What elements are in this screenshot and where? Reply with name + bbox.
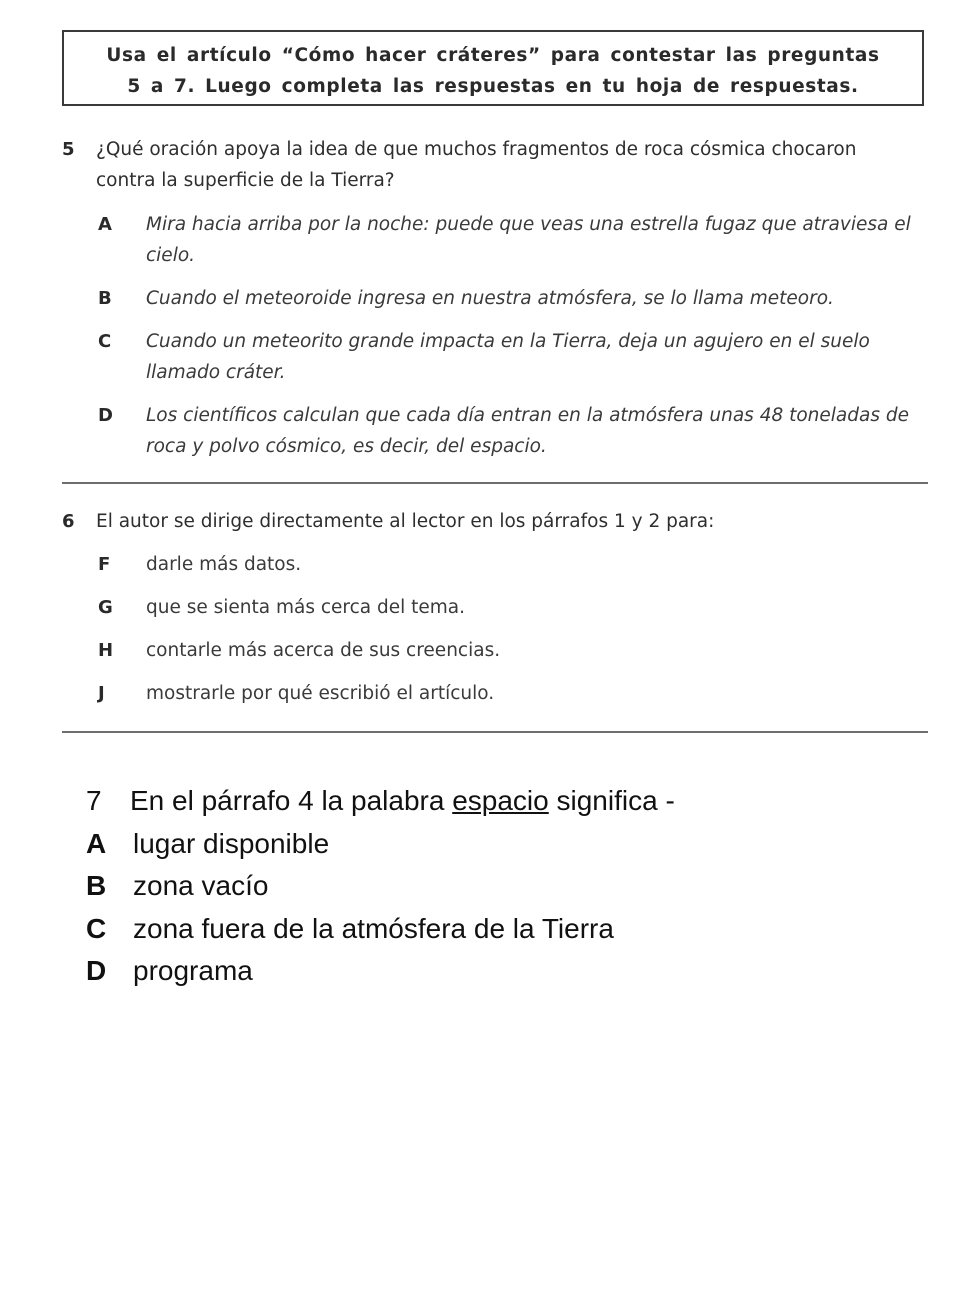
option-letter: J — [98, 683, 105, 704]
option-letter: A — [98, 214, 112, 235]
option-letter: D — [86, 955, 107, 986]
question-5-option-c[interactable] — [98, 326, 932, 388]
divider — [62, 731, 928, 733]
divider — [62, 482, 928, 484]
question-5-option-b[interactable] — [98, 283, 932, 314]
question-5-option-a[interactable] — [98, 209, 932, 271]
question-6-option-f[interactable] — [98, 549, 932, 580]
question-7-option-c[interactable] — [86, 911, 675, 954]
option-text: Mira hacia arriba por la noche: puede que veas una estrella fugaz que atraviesa el cielo. — [146, 214, 911, 266]
instructions-line-2: 5 a 7. Luego completa las respuestas en tu hoja de respuestas. — [127, 76, 859, 97]
option-text: programa — [133, 955, 253, 986]
option-letter: C — [98, 331, 112, 352]
question-6-number: 6 — [62, 511, 75, 532]
question-7 — [86, 783, 675, 996]
question-7-option-d[interactable] — [86, 953, 675, 996]
option-letter: B — [98, 288, 112, 309]
question-6-text: El autor se dirige directamente al lector en los párrafos 1 y 2 para: — [96, 511, 715, 532]
question-7-option-b[interactable] — [86, 868, 675, 911]
option-letter: C — [86, 912, 107, 944]
option-letter: D — [98, 405, 113, 426]
instructions-box — [62, 30, 924, 106]
option-text: contarle más acerca de sus creencias. — [146, 640, 501, 661]
question-7-text-after: significa - — [548, 785, 675, 816]
question-6-option-g[interactable] — [98, 592, 932, 623]
question-7-number: 7 — [86, 785, 102, 816]
question-5-option-d[interactable] — [98, 400, 932, 462]
question-5 — [62, 134, 932, 462]
question-6-option-h[interactable] — [98, 635, 932, 666]
option-text: que se sienta más cerca del tema. — [146, 597, 466, 618]
option-text: zona fuera de la atmósfera de la Tierra — [133, 912, 614, 944]
question-7-underlined-word: espacio — [452, 785, 549, 816]
option-text: darle más datos. — [146, 554, 302, 575]
question-7-stem — [86, 783, 675, 826]
option-letter: A — [86, 827, 107, 859]
option-text: zona vacío — [133, 870, 269, 901]
question-5-text: ¿Qué oración apoya la idea de que muchos fragmentos de roca cósmica chocaron contra la superficie de la Tierra? — [96, 139, 857, 191]
instructions-line-1: Usa el artículo “Cómo hacer cráteres” para contestar las preguntas — [106, 45, 880, 66]
question-6-option-j[interactable] — [98, 678, 932, 709]
option-text: Los científicos calculan que cada día entran en la atmósfera unas 48 toneladas de roca y polvo cósmico, es decir, del espacio. — [146, 405, 909, 457]
option-text: Cuando un meteorito grande impacta en la Tierra, deja un agujero en el suelo llamado cráter. — [146, 331, 870, 383]
option-letter: G — [98, 597, 113, 618]
option-letter: F — [98, 554, 111, 575]
option-text: mostrarle por qué escribió el artículo. — [146, 683, 495, 704]
option-text: Cuando el meteoroide ingresa en nuestra atmósfera, se lo llama meteoro. — [146, 288, 834, 309]
option-letter: B — [86, 870, 107, 901]
question-7-text-before: En el párrafo 4 la palabra — [130, 785, 453, 816]
option-letter: H — [98, 640, 114, 661]
option-text: lugar disponible — [133, 827, 330, 859]
question-6 — [62, 506, 932, 709]
question-5-number: 5 — [62, 139, 75, 160]
question-7-option-a[interactable] — [86, 826, 675, 869]
